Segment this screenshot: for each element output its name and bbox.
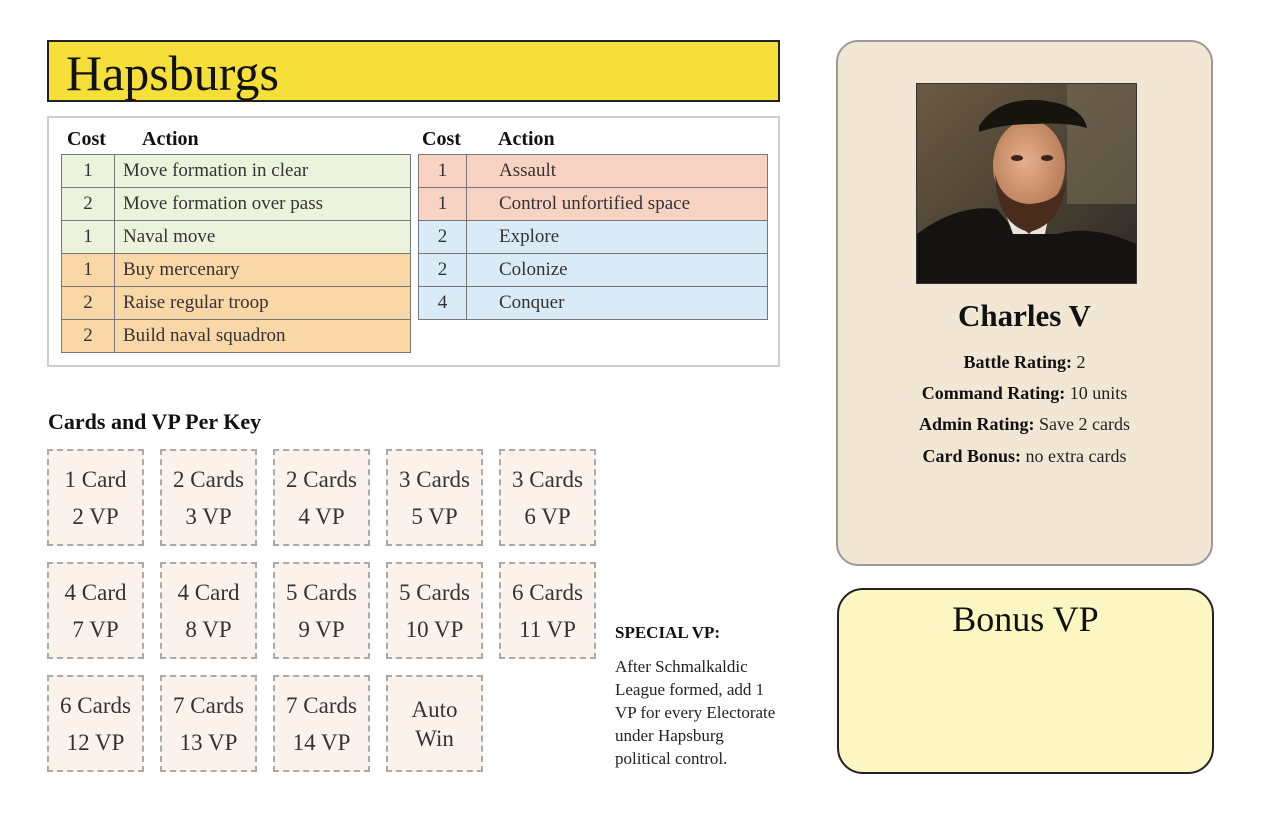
action-label: Conquer <box>467 287 768 320</box>
vp-key-tile[interactable] <box>47 449 144 546</box>
auto-win-tile[interactable] <box>386 675 483 772</box>
special-vp-line: under Hapsburg <box>615 726 724 745</box>
special-vp-text <box>615 655 815 770</box>
action-label: Buy mercenary <box>115 254 411 287</box>
vp-tile-vp: 13 VP <box>179 729 238 755</box>
vp-tile-vp: 14 VP <box>292 729 351 755</box>
action-row <box>62 188 411 221</box>
vp-tile-vp: 10 VP <box>405 616 464 642</box>
leader-portrait <box>916 83 1137 284</box>
vp-tile-vp: Win <box>415 725 454 751</box>
vp-tile-cards: 4 Card <box>64 579 127 605</box>
vp-key-tile[interactable] <box>273 562 370 659</box>
action-row <box>62 221 411 254</box>
action-label: Naval move <box>115 221 411 254</box>
action-row <box>62 155 411 188</box>
command-rating-label: Command Rating: <box>921 383 1066 403</box>
action-row <box>419 221 768 254</box>
special-vp-line: VP for every Electorate <box>615 703 776 722</box>
vp-key-tile[interactable] <box>160 449 257 546</box>
action-label: Explore <box>467 221 768 254</box>
vp-tile-vp: 11 VP <box>519 616 576 642</box>
vp-tile-cards: Auto <box>411 696 458 722</box>
vp-tile-cards: 5 Cards <box>399 579 470 605</box>
vp-key-tile[interactable] <box>160 675 257 772</box>
vp-tile-vp: 8 VP <box>185 616 232 642</box>
card-bonus-label: Card Bonus: <box>922 446 1022 466</box>
action-row <box>419 254 768 287</box>
admin-rating-value: Save 2 cards <box>1039 414 1130 434</box>
vp-tile-vp: 7 VP <box>72 616 119 642</box>
vp-tile-cards: 2 Cards <box>173 466 244 492</box>
battle-rating-value: 2 <box>1076 352 1086 372</box>
card-bonus <box>838 446 1211 467</box>
action-cost: 4 <box>419 287 467 320</box>
vp-key-tile[interactable] <box>273 675 370 772</box>
special-vp-line: League formed, add 1 <box>615 680 765 699</box>
vp-tile-vp: 9 VP <box>298 616 345 642</box>
action-label: Assault <box>467 155 768 188</box>
action-cost: 1 <box>62 221 115 254</box>
vp-tile-cards: 3 Cards <box>512 466 583 492</box>
action-cost: 2 <box>62 320 115 353</box>
vp-key-tile[interactable] <box>386 562 483 659</box>
vp-tile-cards: 3 Cards <box>399 466 470 492</box>
leader-card[interactable] <box>836 40 1213 566</box>
vp-tile-cards: 1 Card <box>64 466 127 492</box>
vp-tile-vp: 12 VP <box>66 729 125 755</box>
left-action-header: Action <box>142 128 199 150</box>
vp-tile-cards: 7 Cards <box>286 692 357 718</box>
faction-title-bar <box>47 40 780 102</box>
action-row <box>419 287 768 320</box>
left-cost-header: Cost <box>67 128 106 150</box>
action-cost: 1 <box>419 155 467 188</box>
action-cost: 1 <box>419 188 467 221</box>
battle-rating <box>838 352 1211 373</box>
action-cost: 2 <box>419 221 467 254</box>
vp-tile-cards: 7 Cards <box>173 692 244 718</box>
vp-key-tile[interactable] <box>499 449 596 546</box>
special-vp-title: SPECIAL VP: <box>615 623 721 642</box>
left-action-table <box>61 154 411 353</box>
cards-vp-title: Cards and VP Per Key <box>48 409 262 434</box>
vp-tile-vp: 4 VP <box>298 503 345 529</box>
action-row <box>62 287 411 320</box>
command-rating-value: 10 units <box>1069 383 1128 403</box>
leader-name: Charles V <box>958 298 1091 333</box>
action-cost: 2 <box>62 188 115 221</box>
vp-key-tile[interactable] <box>273 449 370 546</box>
vp-tile-vp: 5 VP <box>411 503 458 529</box>
action-cost: 2 <box>62 287 115 320</box>
action-cost-panel <box>47 116 780 367</box>
bonus-vp-box[interactable] <box>837 588 1214 774</box>
vp-tile-vp: 3 VP <box>185 503 232 529</box>
special-vp-line: After Schmalkaldic <box>615 657 748 676</box>
action-label: Move formation over pass <box>115 188 411 221</box>
vp-tile-vp: 6 VP <box>524 503 571 529</box>
action-cost: 1 <box>62 155 115 188</box>
action-cost: 2 <box>419 254 467 287</box>
right-action-table <box>418 154 768 320</box>
action-row <box>62 320 411 353</box>
battle-rating-label: Battle Rating: <box>963 352 1072 372</box>
right-cost-header: Cost <box>422 128 461 150</box>
special-vp-line: political control. <box>615 749 728 768</box>
vp-key-tile[interactable] <box>47 675 144 772</box>
action-label: Raise regular troop <box>115 287 411 320</box>
admin-rating <box>838 414 1211 435</box>
admin-rating-label: Admin Rating: <box>919 414 1035 434</box>
vp-key-tile[interactable] <box>499 562 596 659</box>
vp-tile-vp: 2 VP <box>72 503 119 529</box>
action-label: Move formation in clear <box>115 155 411 188</box>
action-label: Build naval squadron <box>115 320 411 353</box>
action-label: Control unfortified space <box>467 188 768 221</box>
action-row <box>62 254 411 287</box>
vp-tile-cards: 4 Card <box>177 579 240 605</box>
action-row <box>419 155 768 188</box>
right-action-header: Action <box>498 128 555 150</box>
vp-key-tile[interactable] <box>47 562 144 659</box>
card-bonus-value: no extra cards <box>1025 446 1127 466</box>
vp-tile-cards: 6 Cards <box>60 692 131 718</box>
action-row <box>419 188 768 221</box>
vp-tile-cards: 2 Cards <box>286 466 357 492</box>
faction-title: Hapsburgs <box>66 45 279 101</box>
action-cost: 1 <box>62 254 115 287</box>
vp-key-tile[interactable] <box>160 562 257 659</box>
action-label: Colonize <box>467 254 768 287</box>
vp-tile-cards: 6 Cards <box>512 579 583 605</box>
command-rating <box>838 383 1211 404</box>
bonus-vp-title: Bonus VP <box>952 599 1099 639</box>
vp-key-tile[interactable] <box>386 449 483 546</box>
vp-tile-cards: 5 Cards <box>286 579 357 605</box>
